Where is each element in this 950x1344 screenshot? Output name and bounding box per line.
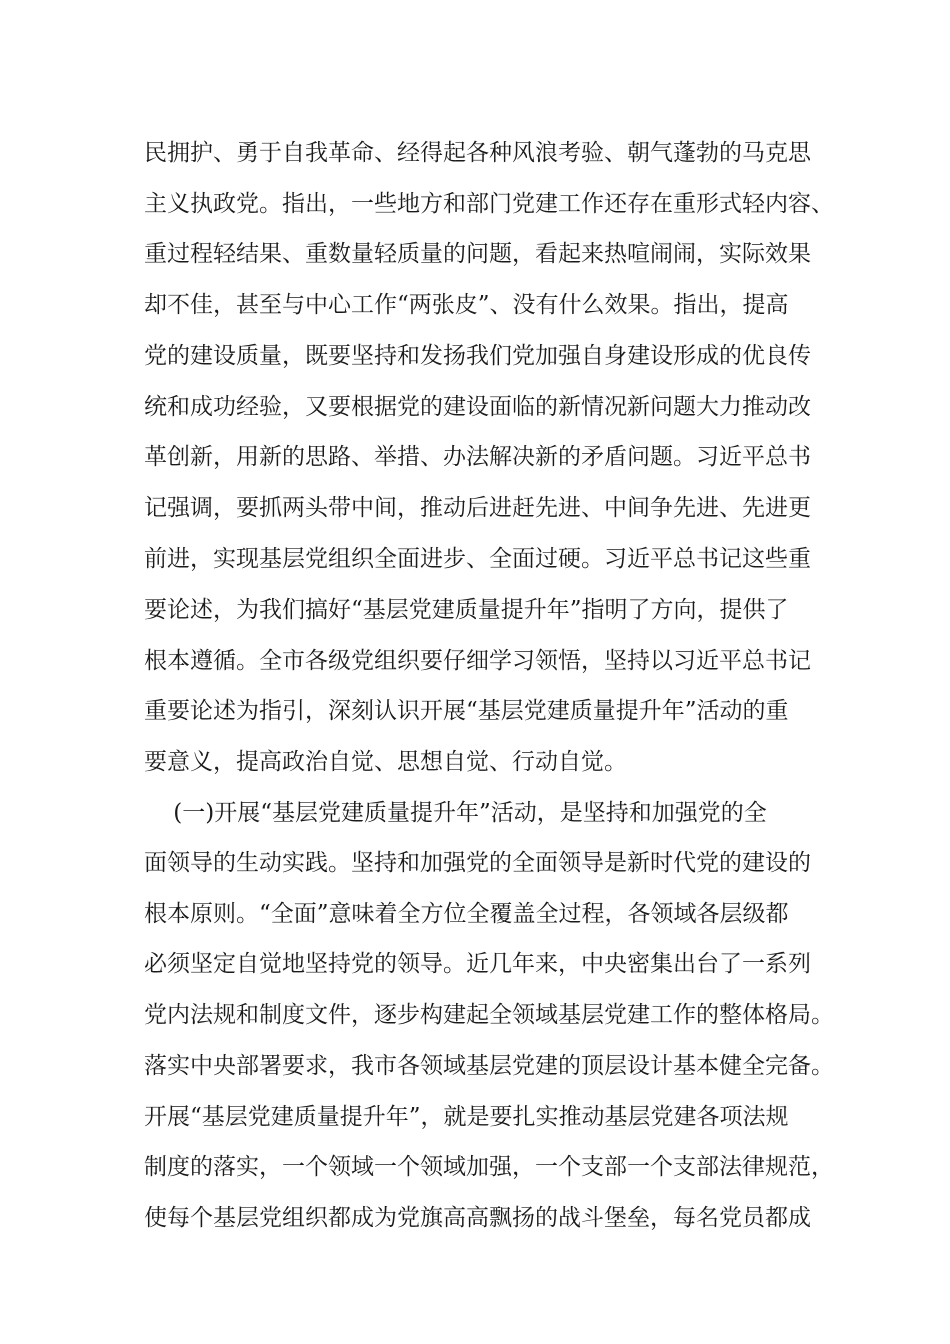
text-line: 革创新，用新的思路、举措、办法解决新的矛盾问题。习近平总书: [144, 444, 811, 470]
text-line: 制度的落实，一个领域一个领域加强，一个支部一个支部法律规范，: [144, 1154, 834, 1180]
text-line: 党内法规和制度文件，逐步构建起全领域基层党建工作的整体格局。: [144, 1002, 834, 1028]
text-line: 落实中央部署要求，我市各领域基层党建的顶层设计基本健全完备。: [144, 1053, 834, 1079]
text-line: 根本原则。“全面”意味着全方位全覆盖全过程，各领域各层级都: [144, 901, 789, 927]
text-line: 主义执政党。指出，一些地方和部门党建工作还存在重形式轻内容、: [144, 191, 834, 217]
text-line: 使每个基层党组织都成为党旗高高飘扬的战斗堡垒，每名党员都成: [144, 1205, 811, 1231]
section-heading-line: (一)开展“基层党建质量提升年”活动，是坚持和加强党的全: [144, 800, 767, 826]
text-line: 党的建设质量，既要坚持和发扬我们党加强自身建设形成的优良传: [144, 343, 811, 369]
text-line: 必须坚定自觉地坚持党的领导。近几年来，中央密集出台了一系列: [144, 951, 811, 977]
text-line: 重过程轻结果、重数量轻质量的问题，看起来热喧闹闹，实际效果: [144, 241, 811, 267]
text-line: 记强调，要抓两头带中间，推动后进赶先进、中间争先进、先进更: [144, 495, 811, 521]
text-line: 统和成功经验，又要根据党的建设面临的新情况新问题大力推动改: [144, 394, 811, 420]
text-line: 要意义，提高政治自觉、思想自觉、行动自觉。: [144, 749, 627, 775]
text-line: 前进，实现基层党组织全面进步、全面过硬。习近平总书记这些重: [144, 546, 811, 572]
text-line: 却不佳，甚至与中心工作“两张皮”、没有什么效果。指出，提高: [144, 292, 789, 318]
text-line: 要论述，为我们搞好“基层党建质量提升年”指明了方向，提供了: [144, 597, 789, 623]
text-line: 开展“基层党建质量提升年”，就是要扎实推动基层党建各项法规: [144, 1104, 789, 1130]
text-line: 重要论述为指引，深刻认识开展“基层党建质量提升年”活动的重: [144, 698, 789, 724]
text-line: 民拥护、勇于自我革命、经得起各种风浪考验、朝气蓬勃的马克思: [144, 140, 811, 166]
text-line: 根本遵循。全市各级党组织要仔细学习领悟，坚持以习近平总书记: [144, 648, 811, 674]
text-line: 面领导的生动实践。坚持和加强党的全面领导是新时代党的建设的: [144, 850, 811, 876]
